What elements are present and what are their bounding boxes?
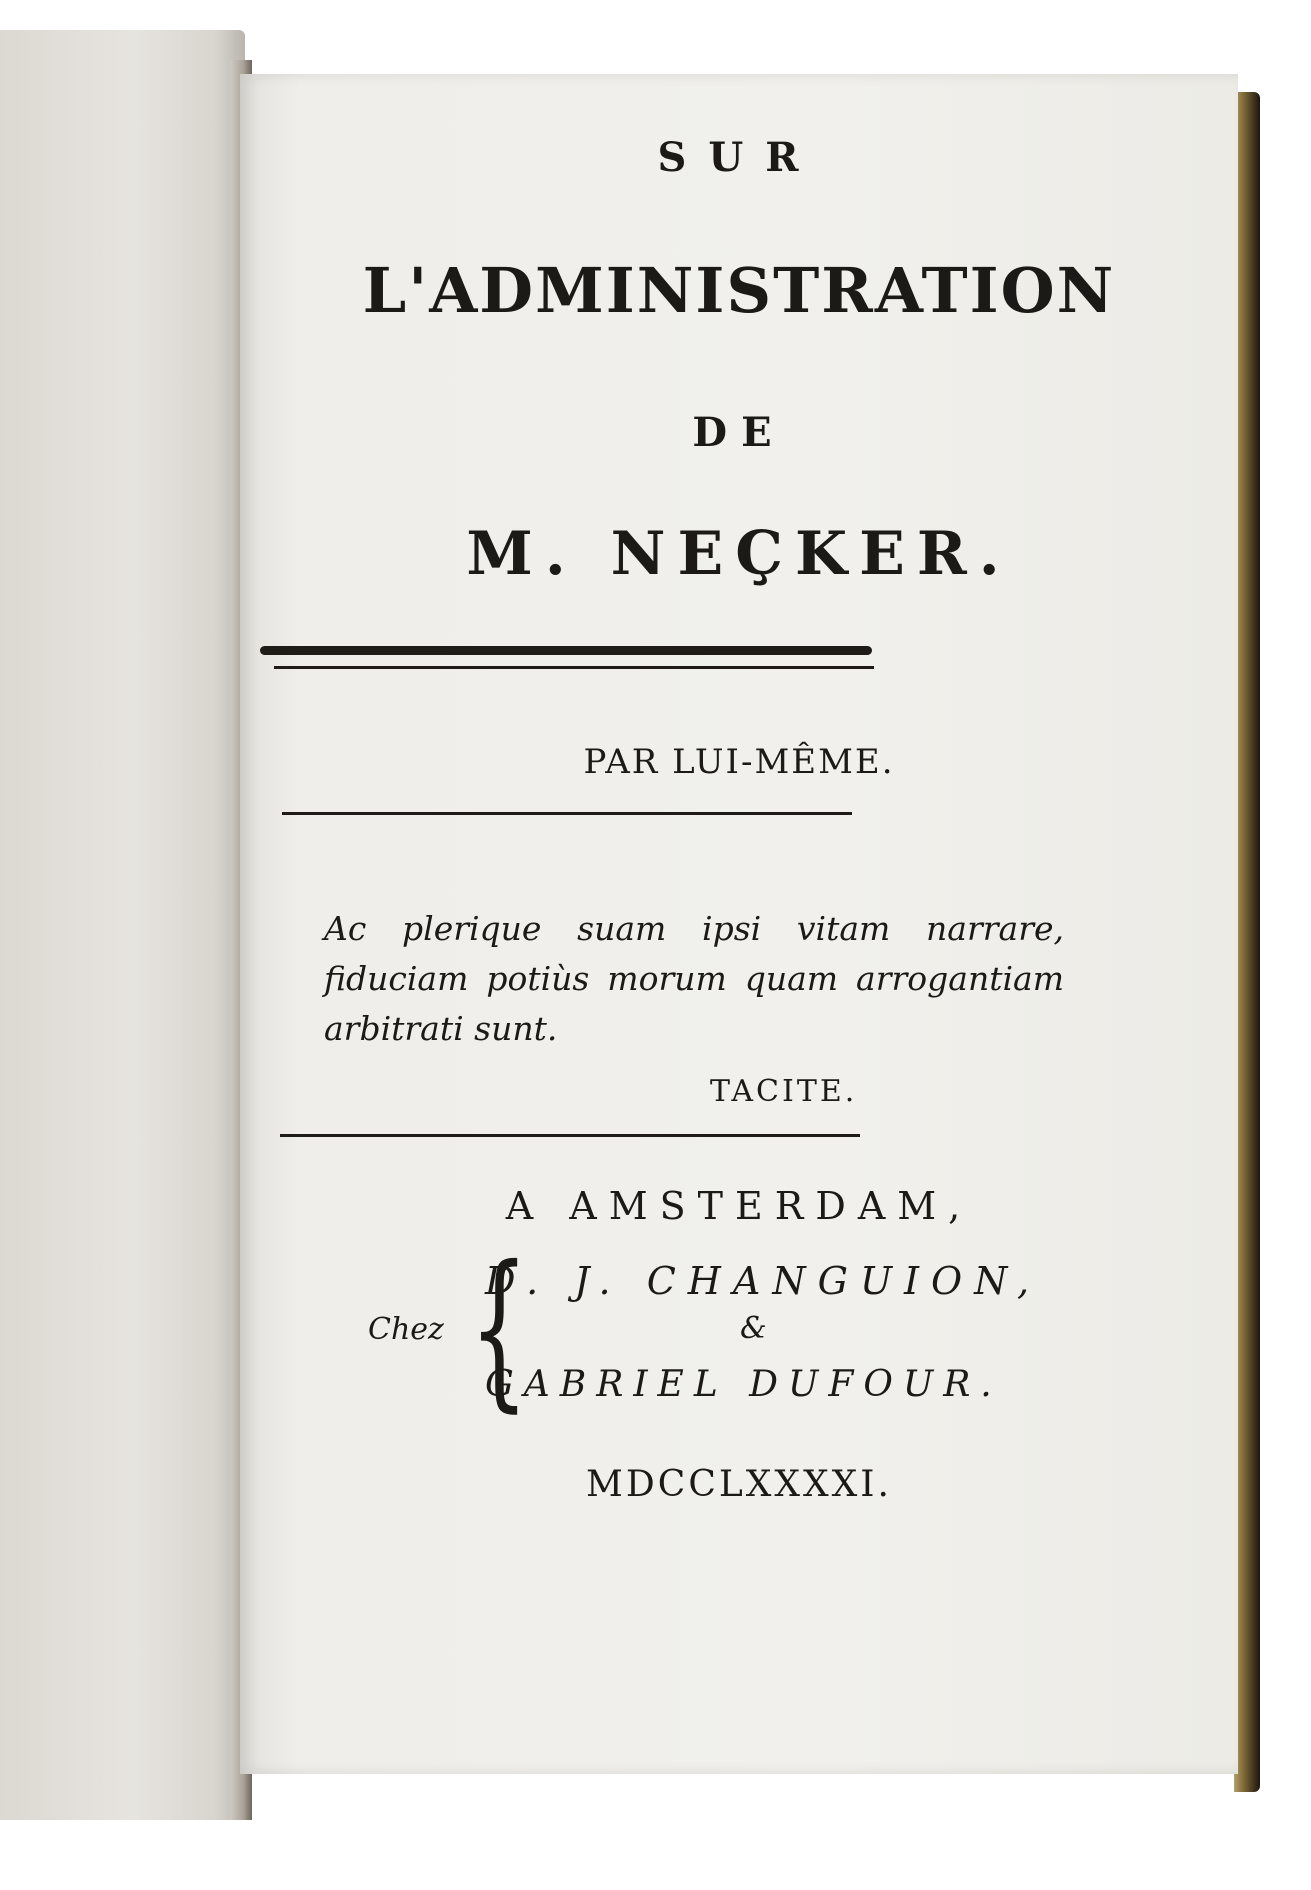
imprint-chez: Chez xyxy=(368,1312,444,1347)
title-page xyxy=(240,74,1238,1774)
latin-epigraph: Ac plerique suam ipsi vitam narrare, fiduciam potiùs morum quam arrogantiam arbitrati sunt. xyxy=(324,909,1064,1048)
byline: PAR LUI-MÊME. xyxy=(583,742,895,782)
main-title: L'ADMINISTRATION xyxy=(362,254,1116,327)
imprint-place: A AMSTERDAM, xyxy=(505,1184,973,1228)
brace-glyph: { xyxy=(469,1230,529,1428)
rule-after-epigraph xyxy=(280,1134,860,1137)
left-page xyxy=(0,30,245,1820)
title-line-de: DE xyxy=(692,409,786,456)
imprint-date: MDCCLXXXXI. xyxy=(586,1464,892,1505)
printer-changuion: D. J. CHANGUION, xyxy=(485,1259,1042,1303)
printer-dufour: GABRIEL DUFOUR. xyxy=(485,1364,1002,1405)
imprint-ampersand: & xyxy=(740,1311,767,1346)
author-name: M. NEÇKER. xyxy=(466,519,1012,589)
rule-after-byline xyxy=(282,812,852,815)
epigraph-source: TACITE. xyxy=(710,1074,858,1109)
double-rule-thin xyxy=(274,666,874,669)
title-line-sur: SUR xyxy=(657,134,821,181)
double-rule-thick xyxy=(260,646,872,655)
